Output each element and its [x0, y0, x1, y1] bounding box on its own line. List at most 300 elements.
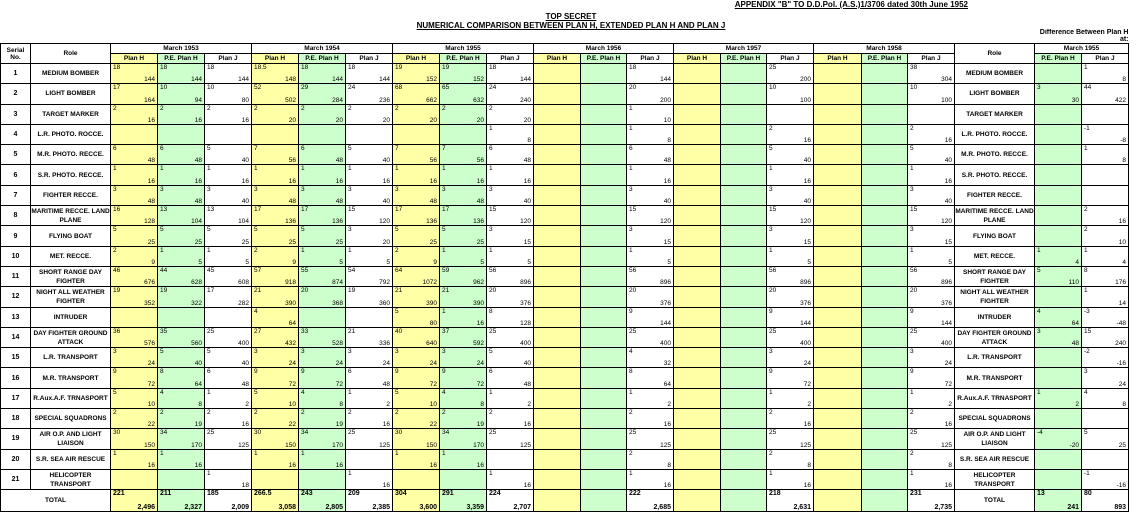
plan-value-cell	[862, 185, 908, 205]
plan-value-cell	[534, 185, 581, 205]
plan-value-cell	[111, 145, 158, 165]
squadron-count: 56	[769, 266, 777, 274]
plan-value-cell	[814, 104, 862, 124]
plan-value-cell	[393, 368, 440, 388]
aircraft-count: 390	[473, 299, 484, 307]
plan-value-cell	[767, 469, 814, 489]
aircraft-count: 40	[944, 157, 952, 165]
squadron-count: 56	[910, 266, 918, 274]
aircraft-count: 72	[476, 380, 484, 388]
comparison-table	[0, 29, 1129, 512]
plan-value-cell	[814, 307, 862, 327]
aircraft-count: 24	[288, 360, 296, 368]
plan-value-cell	[487, 348, 534, 368]
plan-value-cell	[299, 84, 346, 104]
squadron-count: 1	[769, 469, 773, 477]
plan-value-cell	[299, 388, 346, 408]
squadron-count: 1	[442, 246, 446, 254]
plan-value-cell	[158, 449, 205, 469]
diff-plan-header: Plan J	[1082, 54, 1129, 64]
plan-value-cell	[767, 449, 814, 469]
plan-value-cell	[767, 368, 814, 388]
plan-value-cell	[252, 429, 299, 449]
total-value-cell	[767, 490, 814, 512]
aircraft-count: 16	[147, 177, 155, 185]
aircraft-count: 16	[382, 177, 390, 185]
total-value-cell	[252, 490, 299, 512]
squadron-count: 3	[301, 348, 305, 356]
plan-value-cell	[158, 348, 205, 368]
role-name: S.R. PHOTO. RECCE.	[31, 165, 111, 185]
plan-value-cell	[814, 226, 862, 246]
aircraft-count: 24	[335, 360, 343, 368]
plan-value-cell	[346, 388, 393, 408]
squadron-count: 36	[113, 327, 121, 335]
plan-value-cell	[393, 104, 440, 124]
squadron-count: 3	[1084, 368, 1088, 376]
role-name-right: MARITIME RECCE. LAND PLANE	[955, 206, 1035, 226]
plan-value-cell	[111, 185, 158, 205]
aircraft-count: 64	[663, 380, 671, 388]
plan-header: Plan J	[767, 54, 814, 64]
plan-value-cell	[487, 246, 534, 266]
plan-value-cell	[205, 64, 252, 84]
squadron-count: 15	[910, 206, 918, 214]
table-row	[1, 165, 1129, 185]
plan-value-cell	[299, 226, 346, 246]
plan-value-cell	[721, 287, 767, 307]
aircraft-count: 40	[523, 360, 531, 368]
squadron-count: 25	[348, 429, 356, 437]
plan-value-cell	[158, 266, 205, 286]
plan-value-cell	[721, 469, 767, 489]
plan-value-cell	[205, 226, 252, 246]
plan-value-cell	[346, 226, 393, 246]
aircraft-count: 376	[660, 299, 671, 307]
aircraft-count: 632	[473, 96, 484, 104]
plan-value-cell	[252, 64, 299, 84]
difference-cell	[1035, 226, 1082, 246]
role-name: TARGET MARKER	[31, 104, 111, 124]
squadron-count: 3	[160, 185, 164, 193]
plan-header: P.E. Plan H	[299, 54, 346, 64]
plan-value-cell	[111, 307, 158, 327]
aircraft-count: 40	[382, 198, 390, 206]
aircraft-count: 16	[523, 482, 531, 490]
plan-value-cell	[627, 185, 674, 205]
serial-number: 8	[1, 206, 31, 226]
plan-value-cell	[767, 388, 814, 408]
squadron-count: 218	[769, 490, 781, 498]
squadron-count: 3	[113, 185, 117, 193]
aircraft-count: 40	[803, 157, 811, 165]
plan-value-cell	[674, 368, 721, 388]
aircraft-count: 24	[382, 360, 390, 368]
plan-value-cell	[252, 226, 299, 246]
squadron-count: 231	[910, 490, 922, 498]
aircraft-count: 80	[429, 319, 437, 327]
squadron-count: 3	[442, 185, 446, 193]
plan-value-cell	[534, 469, 581, 489]
aircraft-count: 304	[941, 76, 952, 84]
plan-value-cell	[158, 104, 205, 124]
plan-value-cell	[440, 206, 487, 226]
aircraft-count: 896	[800, 279, 811, 287]
difference-cell	[1035, 165, 1082, 185]
role-name-right: DAY FIGHTER GROUND ATTACK	[955, 327, 1035, 347]
plan-value-cell	[346, 246, 393, 266]
squadron-count: 20	[489, 287, 497, 295]
plan-value-cell	[767, 307, 814, 327]
aircraft-count: 14	[1118, 299, 1126, 307]
squadron-count: 20	[769, 287, 777, 295]
aircraft-count: 104	[191, 218, 202, 226]
plan-value-cell	[674, 429, 721, 449]
plan-value-cell	[627, 84, 674, 104]
plan-value-cell	[299, 327, 346, 347]
squadron-count: 1	[910, 165, 914, 173]
plan-header: P.E. Plan H	[581, 54, 627, 64]
squadron-count: 64	[395, 266, 403, 274]
plan-value-cell	[346, 348, 393, 368]
aircraft-count: 896	[660, 279, 671, 287]
table-row	[1, 307, 1129, 327]
total-value-cell	[908, 490, 955, 512]
aircraft-count: 48	[335, 157, 343, 165]
squadron-count: 6	[113, 145, 117, 153]
squadron-count: 8	[629, 368, 633, 376]
plan-value-cell	[674, 246, 721, 266]
difference-cell	[1035, 64, 1082, 84]
aircraft-count: 48	[476, 198, 484, 206]
difference-cell	[1082, 84, 1129, 104]
table-row	[1, 287, 1129, 307]
aircraft-count: 136	[473, 218, 484, 226]
squadron-count: -1	[1084, 124, 1090, 132]
squadron-count: 1	[1084, 287, 1088, 295]
aircraft-count: 5	[386, 258, 390, 266]
plan-value-cell	[158, 327, 205, 347]
squadron-count: 3	[629, 185, 633, 193]
aircraft-count: 25	[147, 238, 155, 246]
aircraft-count: 120	[520, 218, 531, 226]
plan-value-cell	[205, 409, 252, 429]
aircraft-count: 15	[803, 238, 811, 246]
plan-value-cell	[814, 206, 862, 226]
plan-value-cell	[534, 348, 581, 368]
aircraft-count: 18	[241, 482, 249, 490]
plan-value-cell	[346, 287, 393, 307]
plan-value-cell	[534, 104, 581, 124]
aircraft-count: 16	[476, 461, 484, 469]
aircraft-count: 80	[241, 96, 249, 104]
total-value-cell	[205, 490, 252, 512]
serial-number: 9	[1, 226, 31, 246]
plan-value-cell	[346, 327, 393, 347]
difference-cell	[1082, 469, 1129, 489]
squadron-count: 54	[348, 266, 356, 274]
total-value-cell	[393, 490, 440, 512]
squadron-count: 5	[395, 226, 399, 234]
plan-value-cell	[440, 469, 487, 489]
plan-value-cell	[393, 409, 440, 429]
plan-value-cell	[862, 368, 908, 388]
plan-value-cell	[393, 246, 440, 266]
serial-number: 7	[1, 185, 31, 205]
plan-value-cell	[205, 84, 252, 104]
squadron-count: 1	[442, 165, 446, 173]
squadron-count: 3	[348, 185, 352, 193]
plan-value-cell	[534, 388, 581, 408]
plan-value-cell	[581, 226, 627, 246]
plan-value-cell	[487, 327, 534, 347]
serial-number: 20	[1, 449, 31, 469]
plan-value-cell	[252, 124, 299, 144]
plan-header: Plan H	[814, 54, 862, 64]
aircraft-count: 136	[285, 218, 296, 226]
squadron-count: 1	[348, 469, 352, 477]
plan-value-cell	[252, 246, 299, 266]
role-name: MEDIUM BOMBER	[31, 64, 111, 84]
role-name: S.R. SEA AIR RESCUE	[31, 449, 111, 469]
role-name: INTRUDER	[31, 307, 111, 327]
squadron-count: 1	[113, 449, 117, 457]
document-subtitle: NUMERICAL COMPARISON BETWEEN PLAN H, EXTENDED PLAN H AND PLAN J	[416, 21, 726, 30]
plan-value-cell	[862, 246, 908, 266]
plan-value-cell	[534, 307, 581, 327]
aircraft-count: 336	[379, 340, 390, 348]
aircraft-count: 628	[191, 279, 202, 287]
plan-value-cell	[487, 226, 534, 246]
squadron-count: 4	[1084, 388, 1088, 396]
difference-cell	[1035, 348, 1082, 368]
aircraft-count: 874	[332, 279, 343, 287]
plan-value-cell	[487, 287, 534, 307]
plan-value-cell	[908, 104, 955, 124]
plan-value-cell	[721, 84, 767, 104]
squadron-count: 1	[160, 165, 164, 173]
squadron-count: 1	[489, 246, 493, 254]
aircraft-count: 24	[147, 360, 155, 368]
plan-value-cell	[346, 84, 393, 104]
plan-value-cell	[346, 206, 393, 226]
plan-value-cell	[862, 469, 908, 489]
plan-value-cell	[440, 449, 487, 469]
plan-value-cell	[299, 246, 346, 266]
plan-value-cell	[627, 226, 674, 246]
plan-value-cell	[440, 327, 487, 347]
aircraft-count: 16	[382, 421, 390, 429]
plan-value-cell	[721, 64, 767, 84]
aircraft-count: 20	[476, 116, 484, 124]
plan-value-cell	[299, 64, 346, 84]
plan-value-cell	[908, 246, 955, 266]
plan-value-cell	[814, 287, 862, 307]
plan-value-cell	[205, 206, 252, 226]
squadron-count: 2	[769, 124, 773, 132]
role-name-right: S.R. PHOTO. RECCE.	[955, 165, 1035, 185]
plan-value-cell	[299, 287, 346, 307]
plan-value-cell	[346, 165, 393, 185]
role-name-right: M.R. PHOTO. RECCE.	[955, 145, 1035, 165]
plan-value-cell	[440, 368, 487, 388]
aircraft-count: 2,805	[325, 504, 343, 512]
squadron-count: 21	[442, 287, 450, 295]
plan-value-cell	[252, 449, 299, 469]
role-name: HELICOPTER TRANSPORT	[31, 469, 111, 489]
plan-value-cell	[908, 124, 955, 144]
squadron-count: 9	[769, 368, 773, 376]
plan-value-cell	[393, 206, 440, 226]
aircraft-count: 2,385	[372, 504, 390, 512]
squadron-count: 2	[348, 104, 352, 112]
aircraft-count: 200	[800, 76, 811, 84]
aircraft-count: 72	[944, 380, 952, 388]
plan-value-cell	[534, 266, 581, 286]
plan-value-cell	[299, 307, 346, 327]
aircraft-count: 2	[667, 401, 671, 409]
aircraft-count: 136	[332, 218, 343, 226]
total-value-cell	[627, 490, 674, 512]
difference-cell	[1082, 409, 1129, 429]
plan-value-cell	[299, 145, 346, 165]
plan-value-cell	[908, 165, 955, 185]
role-name-right: INTRUDER	[955, 307, 1035, 327]
squadron-count: 34	[160, 429, 168, 437]
aircraft-count: 48	[663, 157, 671, 165]
aircraft-count: 16	[335, 177, 343, 185]
squadron-count: 15	[1084, 327, 1092, 335]
plan-value-cell	[158, 185, 205, 205]
squadron-count: 1	[160, 246, 164, 254]
squadron-count: 2	[910, 449, 914, 457]
plan-value-cell	[674, 185, 721, 205]
plan-value-cell	[487, 124, 534, 144]
aircraft-count: 16	[523, 177, 531, 185]
aircraft-count: 5	[339, 258, 343, 266]
aircraft-count: 100	[800, 96, 811, 104]
squadron-count: 46	[113, 266, 121, 274]
aircraft-count: 528	[332, 340, 343, 348]
aircraft-count: 16	[663, 177, 671, 185]
plan-value-cell	[767, 327, 814, 347]
difference-cell	[1082, 348, 1129, 368]
plan-value-cell	[299, 409, 346, 429]
aircraft-count: 16	[429, 461, 437, 469]
squadron-count: 1	[254, 449, 258, 457]
aircraft-count: 352	[144, 299, 155, 307]
squadron-count: 68	[395, 84, 403, 92]
aircraft-count: 5	[198, 258, 202, 266]
year-header: March 1958	[814, 44, 955, 54]
serial-number: 17	[1, 388, 31, 408]
plan-value-cell	[908, 287, 955, 307]
squadron-count: 2	[301, 104, 305, 112]
role-name-right: SPECIAL SQUADRONS	[955, 409, 1035, 429]
table-row	[1, 124, 1129, 144]
plan-value-cell	[299, 469, 346, 489]
difference-cell	[1035, 287, 1082, 307]
plan-value-cell	[814, 246, 862, 266]
plan-value-cell	[862, 206, 908, 226]
table-row	[1, 246, 1129, 266]
squadron-count: 30	[113, 429, 121, 437]
squadron-count: 5	[113, 388, 117, 396]
plan-value-cell	[393, 84, 440, 104]
squadron-count: 9	[113, 368, 117, 376]
aircraft-count: 170	[473, 441, 484, 449]
plan-value-cell	[721, 307, 767, 327]
aircraft-count: 2	[386, 401, 390, 409]
total-value-cell	[721, 490, 767, 512]
plan-value-cell	[581, 266, 627, 286]
plan-value-cell	[440, 104, 487, 124]
plan-value-cell	[581, 165, 627, 185]
role-header-right: Role	[955, 44, 1035, 64]
plan-value-cell	[487, 409, 534, 429]
difference-cell	[1082, 388, 1129, 408]
squadron-count: 1	[301, 449, 305, 457]
aircraft-count: 16	[194, 116, 202, 124]
plan-header: Plan H	[534, 54, 581, 64]
squadron-count: 2	[395, 409, 399, 417]
plan-value-cell	[393, 266, 440, 286]
squadron-count: 17	[395, 206, 403, 214]
plan-value-cell	[767, 206, 814, 226]
aircraft-count: 25	[476, 238, 484, 246]
plan-value-cell	[767, 104, 814, 124]
plan-value-cell	[440, 266, 487, 286]
plan-header: P.E. Plan H	[440, 54, 487, 64]
difference-cell	[1035, 449, 1082, 469]
aircraft-count: 8	[948, 461, 952, 469]
squadron-count: 6	[629, 145, 633, 153]
squadron-count: 2	[160, 409, 164, 417]
plan-value-cell	[111, 64, 158, 84]
aircraft-count: 3,359	[466, 504, 484, 512]
aircraft-count: 120	[941, 218, 952, 226]
table-row	[1, 185, 1129, 205]
aircraft-count: 64	[288, 319, 296, 327]
plan-value-cell	[721, 165, 767, 185]
aircraft-count: 19	[335, 421, 343, 429]
aircraft-count: 16	[288, 177, 296, 185]
squadron-count: 1	[1084, 64, 1088, 71]
plan-value-cell	[534, 206, 581, 226]
role-name: L.R. PHOTO. ROCCE.	[31, 124, 111, 144]
aircraft-count: 72	[147, 380, 155, 388]
plan-value-cell	[205, 368, 252, 388]
squadron-count: 6	[207, 368, 211, 376]
plan-value-cell	[767, 226, 814, 246]
squadron-count: 10	[207, 84, 215, 92]
difference-cell	[1082, 287, 1129, 307]
aircraft-count: 170	[191, 441, 202, 449]
serial-number: 19	[1, 429, 31, 449]
squadron-count: 2	[348, 409, 352, 417]
total-value-cell	[862, 490, 908, 512]
aircraft-count: 56	[288, 157, 296, 165]
squadron-count: 25	[489, 327, 497, 335]
squadron-count: 9	[910, 368, 914, 376]
plan-value-cell	[627, 145, 674, 165]
plan-value-cell	[581, 206, 627, 226]
aircraft-count: 360	[379, 299, 390, 307]
plan-value-cell	[299, 449, 346, 469]
plan-value-cell	[814, 266, 862, 286]
aircraft-count: 896	[520, 279, 531, 287]
aircraft-count: 40	[241, 198, 249, 206]
